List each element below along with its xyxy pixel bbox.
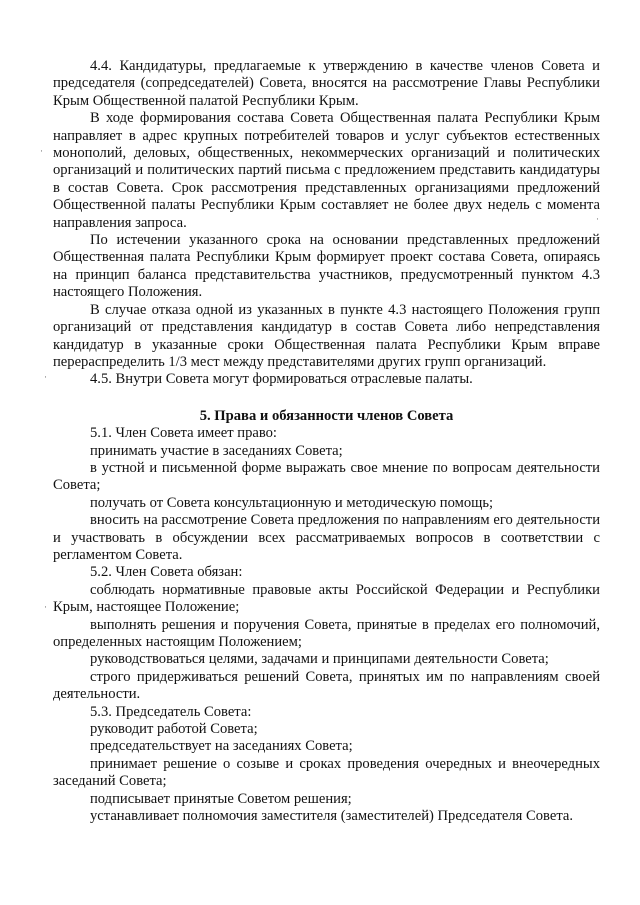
list-item: выполнять решения и поручения Совета, принятые в пределах его полномочий, определенных настоящим Положением; [53,616,600,650]
list-item: устанавливает полномочия заместителя (заместителей) Председателя Совета. [90,808,574,825]
paragraph-5-2: 5.2. Член Совета обязан: [90,564,243,581]
list-item: соблюдать нормативные правовые акты Российской Федерации и Республики Крым, настоящее Положение; [53,581,600,616]
list-item: строго придерживаться решений Совета, принятых им по направлениям своей деятельности. [53,668,600,703]
scan-dot: · [44,602,47,612]
section-5-body [53,425,600,825]
scan-dot: · [44,372,47,382]
scan-dot: · [40,146,43,156]
paragraph-4-4: 4.4. Кандидатуры, предлагаемые к утверждению в качестве членов Совета и председателя (сопредседателей) Совета, вносятся на рассмотрение Главы Республики Крым Общественной палатой Республики Крым. [53,58,600,109]
paragraph: В ходе формирования состава Совета Общественная палата Республики Крым направляет в адрес крупных потребителей товаров и услуг субъектов естественных монополий, деловых, общественных, некоммерческих организаций и политических организаций и политических партий письма с предложением представить кандидатуры в состав Совета. Срок рассмотрения представленных организациями предложений Общественной палаты Республики Крым составляет не более двух недель с момента направления запроса. [53,110,600,231]
list-item: принимает решение о созыве и сроках проведения очередных и внеочередных заседаний Совета; [53,755,600,790]
list-item: подписывает принятые Советом решения; [90,790,352,807]
list-item: в устной и письменной форме выражать свое мнение по вопросам деятельности Совета; [53,459,600,494]
list-item: председательствует на заседаниях Совета; [90,738,353,755]
section-4-body [53,58,600,389]
list-item: вносить на рассмотрение Совета предложения по направлениям его деятельности и участвовать в обсуждении всех рассматриваемых вопросов в соответствии с регламентом Совета. [53,512,600,563]
paragraph: По истечении указанного срока на основании представленных предложений Общественная палата Республики Крым формирует проект состава Совета, опираясь на принцип баланса представительства участников, предусмотренный пунктом 4.3 настоящего Положения. [53,232,600,301]
list-item: получать от Совета консультационную и методическую помощь; [90,494,494,511]
paragraph-4-5: 4.5. Внутри Совета могут формироваться отраслевые палаты. [90,371,473,388]
list-item: руководит работой Совета; [90,721,258,738]
paragraph-5-1: 5.1. Член Совета имеет право: [90,425,277,442]
list-item: принимать участие в заседаниях Совета; [90,442,343,459]
section-title: 5. Права и обязанности членов Совета [199,407,454,424]
list-item: руководствоваться целями, задачами и принципами деятельности Совета; [90,651,549,668]
paragraph-5-3: 5.3. Председатель Совета: [90,703,252,720]
scan-dot: · [596,214,599,224]
paragraph: В случае отказа одной из указанных в пункте 4.3 настоящего Положения групп организаций от представления кандидатур в состав Совета либо непредставления кандидатур в указанные сроки Общественная палата Республики Крым вправе перераспределить 1/3 мест между представителями других групп организаций. [53,301,600,370]
